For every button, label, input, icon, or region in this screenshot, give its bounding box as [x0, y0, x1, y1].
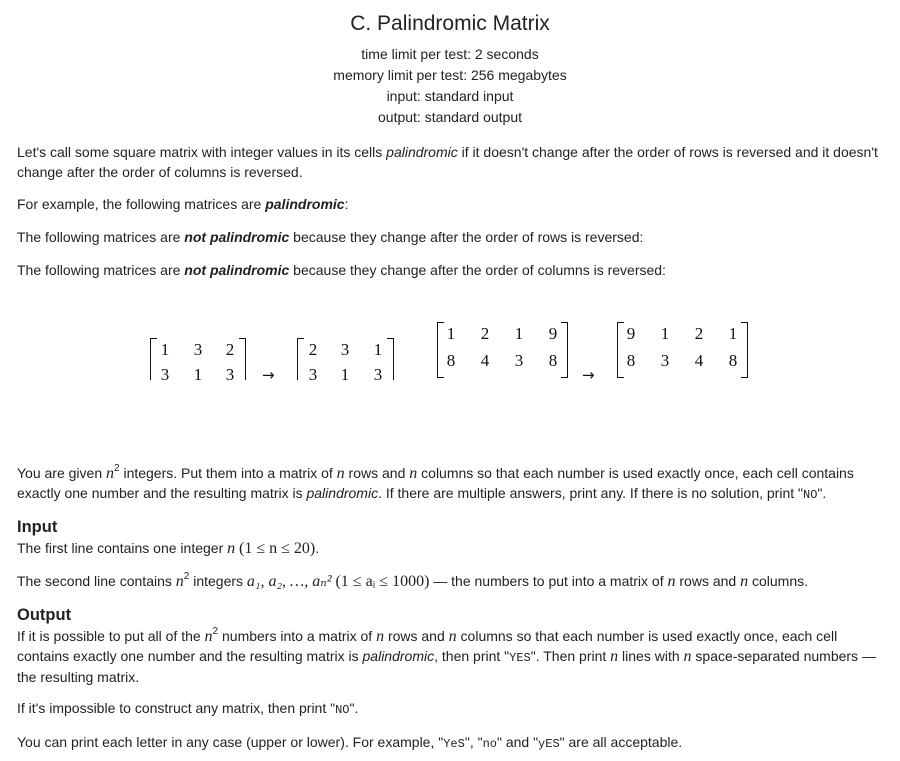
- text: ". Then print: [530, 647, 611, 664]
- matrix-cell: 3: [373, 365, 383, 380]
- text: columns.: [748, 573, 809, 589]
- text: rows and: [675, 573, 741, 589]
- math-sup: 2: [212, 626, 219, 637]
- code: NO: [335, 703, 350, 717]
- matrix-col-left: [437, 322, 568, 380]
- text: ".: [817, 484, 827, 501]
- bracket-left: [297, 338, 304, 380]
- statement-paragraph-1: [17, 143, 883, 182]
- text: You can print each letter in any case (upper or lower). For example, ": [17, 734, 444, 750]
- statement-paragraph-3: [17, 228, 883, 248]
- text: rows and: [344, 465, 410, 481]
- problem-title: C. Palindromic Matrix: [350, 12, 550, 35]
- math-var: n: [106, 465, 114, 482]
- code: YeS: [443, 737, 465, 751]
- bracket-right: [741, 322, 748, 378]
- emphasis: palindromic: [386, 144, 458, 160]
- math-sup: 2: [114, 463, 120, 474]
- matrix-cell: 1: [728, 324, 738, 343]
- matrix-cell: 9: [548, 324, 558, 343]
- arrow-icon: →: [582, 366, 595, 384]
- matrix-row-left: [150, 338, 246, 380]
- matrix-cell: 3: [514, 351, 524, 370]
- math-var: n: [175, 573, 184, 590]
- text: lines with: [618, 647, 684, 664]
- matrix-cell: 1: [340, 365, 350, 380]
- matrix-cell: 4: [480, 351, 490, 370]
- text: You are given: [17, 465, 106, 481]
- text: If it is possible to put all of the: [17, 628, 205, 644]
- text: rows and: [384, 628, 449, 644]
- matrix-cell: 1: [514, 324, 524, 343]
- text: .: [315, 540, 320, 556]
- input-line-2: [17, 572, 883, 592]
- matrix-cell: 3: [660, 351, 670, 370]
- text: , then print ": [434, 647, 510, 664]
- text: " and ": [496, 734, 539, 750]
- matrix-cell: 2: [480, 324, 490, 343]
- text: . If there are multiple answers, print any. If there is no solution, print ": [378, 484, 803, 501]
- math-expr: a₁, a₂, …, aₙ²: [246, 573, 332, 590]
- matrix-cell: 8: [548, 351, 558, 370]
- text: ", ": [464, 734, 483, 750]
- matrix-cell: 1: [373, 340, 383, 359]
- text: because they change after the order of columns is reversed:: [289, 262, 666, 278]
- memory-limit: memory limit per test: 256 megabytes: [333, 67, 567, 83]
- math-var: n: [336, 465, 345, 482]
- bracket-right: [239, 338, 246, 380]
- math-expr: (1 ≤ aᵢ ≤ 1000): [335, 573, 430, 590]
- text: The following matrices are: [17, 262, 185, 278]
- text: integers. Put them into a matrix of: [119, 465, 337, 481]
- text: integers: [189, 573, 247, 589]
- matrix-cell: 2: [308, 340, 318, 359]
- output-line-3: [17, 733, 883, 755]
- text: columns so that each number is used exactly once, each cell contains exactly one number and the resulting matrix is: [17, 628, 838, 664]
- math-var: n: [448, 628, 457, 645]
- math-var: n: [683, 647, 692, 665]
- bracket-right: [387, 338, 394, 380]
- math-var: n: [667, 573, 676, 590]
- matrix-cell: 1: [160, 340, 170, 359]
- arrow-icon: →: [262, 366, 275, 384]
- bracket-right: [561, 322, 568, 378]
- matrix-cell: 1: [193, 365, 203, 380]
- bold-emphasis: not palindromic: [184, 229, 290, 245]
- code: no: [482, 737, 497, 751]
- text: The first line contains one integer: [17, 540, 228, 556]
- emphasis: palindromic: [362, 647, 435, 664]
- math-var: n: [227, 540, 236, 557]
- input-heading: Input: [17, 518, 58, 536]
- matrix-cell: 1: [446, 324, 456, 343]
- statement-paragraph-2: [17, 195, 883, 215]
- text: " are all acceptable.: [559, 734, 683, 750]
- output-line-2: [17, 699, 883, 721]
- matrix-cell: 3: [193, 340, 203, 359]
- text: — the numbers to put into a matrix of: [429, 573, 668, 589]
- text: ".: [349, 700, 359, 716]
- text: If it's impossible to construct any matrix, then print ": [17, 700, 336, 716]
- text: numbers into a matrix of: [218, 628, 377, 644]
- matrix-cell: 2: [225, 340, 235, 359]
- bold-emphasis: not palindromic: [184, 262, 290, 278]
- matrix-cell: 3: [340, 340, 350, 359]
- statement-paragraph-5: [17, 464, 883, 505]
- code: NO: [803, 487, 818, 502]
- math-sup: 2: [183, 571, 190, 582]
- math-var: n: [610, 647, 619, 665]
- math-var: n: [376, 628, 385, 645]
- matrix-cell: 2: [694, 324, 704, 343]
- code: yES: [538, 737, 560, 751]
- emphasis: palindromic: [306, 484, 379, 501]
- math-var: n: [409, 465, 418, 482]
- output-heading: Output: [17, 606, 72, 624]
- matrix-cell: 1: [660, 324, 670, 343]
- matrix-cell: 8: [626, 351, 636, 370]
- matrix-row-right: [297, 338, 394, 380]
- math-var: n: [204, 628, 213, 645]
- text: space-separated numbers — the resulting matrix.: [17, 647, 876, 685]
- text: columns so that each number is used exactly once, each cell contains exactly one number and the resulting matrix is: [17, 465, 854, 501]
- text: The following matrices are: [17, 229, 185, 245]
- text: Let's call some square matrix with integer values in its cells: [17, 144, 387, 160]
- text: For example, the following matrices are: [17, 196, 266, 212]
- input-line-1: [17, 539, 883, 559]
- math-var: n: [740, 573, 749, 590]
- math-expr: (1 ≤ n ≤ 20): [239, 540, 316, 557]
- text: :: [344, 196, 349, 212]
- matrix-cell: 8: [728, 351, 738, 370]
- matrix-cell: 3: [160, 365, 170, 380]
- output-spec: output: standard output: [378, 109, 522, 125]
- matrix-cell: 8: [446, 351, 456, 370]
- output-line-1: [17, 627, 883, 688]
- matrix-col-right: [617, 322, 748, 380]
- bold-emphasis: palindromic: [265, 196, 345, 212]
- matrix-cell: 3: [225, 365, 235, 380]
- matrix-cell: 3: [308, 365, 318, 380]
- code: YES: [509, 650, 531, 665]
- text: if it doesn't change after the order of rows is reversed and it doesn't change after the order of columns is reversed.: [17, 144, 878, 180]
- time-limit: time limit per test: 2 seconds: [361, 46, 539, 62]
- text: The second line contains: [17, 573, 176, 589]
- matrix-cell: 4: [694, 351, 704, 370]
- statement-paragraph-4: [17, 261, 883, 281]
- matrix-cell: 9: [626, 324, 636, 343]
- text: because they change after the order of rows is reversed:: [289, 229, 644, 245]
- input-spec: input: standard input: [386, 88, 514, 104]
